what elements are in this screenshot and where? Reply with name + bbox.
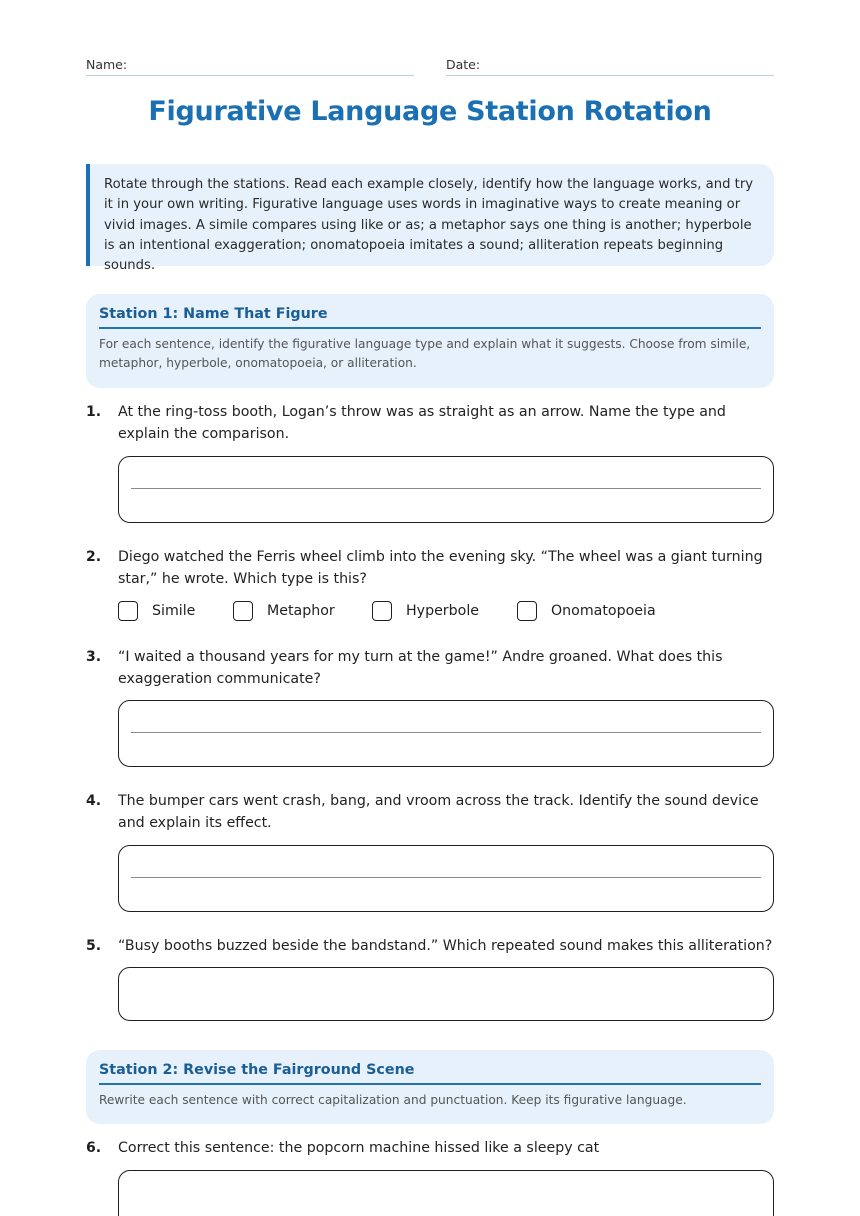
checkbox[interactable] bbox=[233, 601, 253, 621]
answer-box-1[interactable] bbox=[118, 456, 774, 523]
answer-line bbox=[131, 488, 761, 489]
q2-options bbox=[118, 599, 774, 625]
station-2-description: Rewrite each sentence with correct capitalization and punctuation. Keep its figurative language. bbox=[99, 1093, 687, 1107]
answer-line bbox=[131, 877, 761, 878]
station-1-panel bbox=[86, 294, 774, 388]
station-2-title: Station 2: Revise the Fairground Scene bbox=[99, 1062, 761, 1085]
answer-box-3[interactable] bbox=[118, 700, 774, 767]
answer-box-5[interactable] bbox=[118, 967, 774, 1021]
answer-box-6[interactable] bbox=[118, 1170, 774, 1216]
answer-box-4[interactable] bbox=[118, 845, 774, 912]
option-label: Metaphor bbox=[267, 603, 335, 619]
question-number: 3. bbox=[86, 649, 102, 665]
question-number: 6. bbox=[86, 1140, 102, 1156]
name-field[interactable] bbox=[86, 54, 414, 76]
header-row bbox=[86, 54, 774, 76]
question-number: 2. bbox=[86, 549, 102, 565]
station-1-title: Station 1: Name That Figure bbox=[99, 306, 761, 329]
question-text: At the ring-toss booth, Logan’s throw was as straight as an arrow. Name the type and explain the comparison. bbox=[118, 404, 726, 442]
question-text: “I waited a thousand years for my turn at the game!” Andre groaned. What does this exaggeration communicate? bbox=[118, 649, 723, 687]
date-label: Date: bbox=[446, 57, 481, 72]
option-label: Onomatopoeia bbox=[551, 603, 656, 619]
question-text: “Busy booths buzzed beside the bandstand.” Which repeated sound makes this alliteration? bbox=[118, 938, 773, 954]
station-1-description: For each sentence, identify the figurative language type and explain what it suggests. Choose from simile, metaphor, hyperbole, onomatopoeia, or alliteration. bbox=[99, 337, 751, 370]
page-title: Figurative Language Station Rotation bbox=[148, 96, 712, 127]
question-text: Diego watched the Ferris wheel climb into the evening sky. “The wheel was a giant turning star,” he wrote. Which type is this? bbox=[118, 549, 763, 587]
intro-callout bbox=[86, 164, 774, 274]
checkbox[interactable] bbox=[517, 601, 537, 621]
station-2-panel bbox=[86, 1050, 774, 1124]
checkbox[interactable] bbox=[372, 601, 392, 621]
question-text: The bumper cars went crash, bang, and vroom across the track. Identify the sound device and explain its effect. bbox=[118, 793, 759, 831]
answer-line bbox=[131, 732, 761, 733]
question-number: 4. bbox=[86, 793, 102, 809]
option-label: Simile bbox=[152, 603, 196, 619]
option-label: Hyperbole bbox=[406, 603, 479, 619]
checkbox[interactable] bbox=[118, 601, 138, 621]
intro-text: Rotate through the stations. Read each example closely, identify how the language works, and try it in your own writing. Figurative language uses words in imaginative ways to create meaning or vivid images. A simile compares using like or as; a metaphor says one thing is another; hyperbole is an intentional exaggeration; onomatopoeia imitates a sound; alliteration repeats beginning sounds. bbox=[104, 177, 754, 274]
name-label: Name: bbox=[86, 57, 128, 72]
question-number: 5. bbox=[86, 938, 102, 954]
date-field[interactable] bbox=[446, 54, 774, 76]
question-number: 1. bbox=[86, 404, 102, 420]
question-text: Correct this sentence: the popcorn machine hissed like a sleepy cat bbox=[118, 1140, 600, 1156]
